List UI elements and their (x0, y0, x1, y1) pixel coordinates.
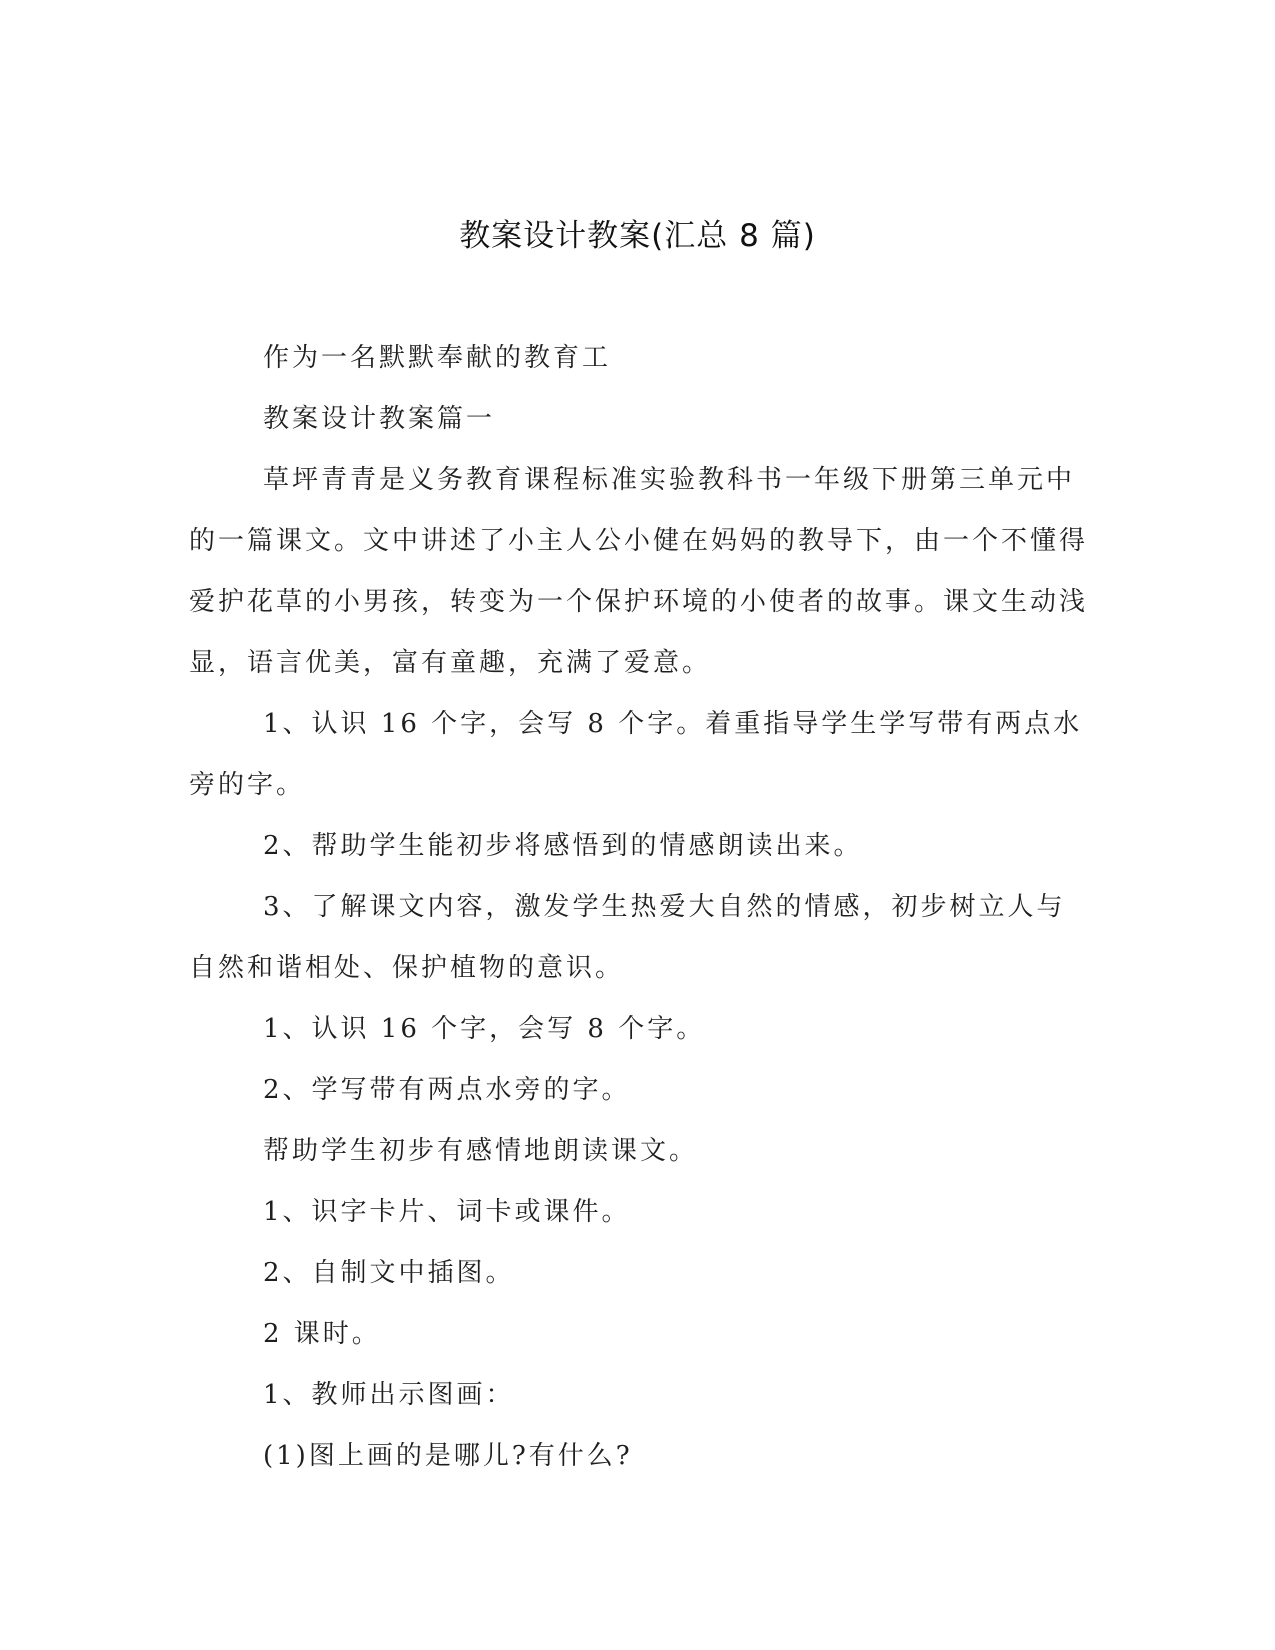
paragraph-intro: 作为一名默默奉献的教育工 (263, 343, 612, 373)
paragraph-key-point-1: 1、认识 16 个字，会写 8 个字。 (263, 1014, 706, 1044)
paragraph-question-1: (1)图上画的是哪儿?有什么? (263, 1441, 633, 1471)
paragraph-lesson-intro: 草坪青青是义务教育课程标准实验教科书一年级下册第三单元中的一篇课文。文中讲述了小主人公小健在妈妈的教导下，由一个不懂得爱护花草的小男孩，转变为一个保护环境的小使者的故事。课文生动浅显，语言优美，富有童趣，充满了爱意。 (189, 465, 1089, 678)
document-title: 教案设计教案(汇总 8 篇) (459, 218, 816, 254)
paragraph-difficulty: 帮助学生初步有感情地朗读课文。 (263, 1136, 699, 1166)
paragraph-duration: 2 课时。 (263, 1319, 381, 1349)
paragraph-prep-1: 1、识字卡片、词卡或课件。 (263, 1197, 631, 1227)
paragraph-step-1: 1、教师出示图画： (263, 1380, 515, 1410)
paragraph-goal-2: 2、帮助学生能初步将感悟到的情感朗读出来。 (263, 831, 863, 861)
section-heading-1: 教案设计教案篇一 (263, 404, 496, 434)
paragraph-prep-2: 2、自制文中插图。 (263, 1258, 515, 1288)
paragraph-key-point-2: 2、学写带有两点水旁的字。 (263, 1075, 631, 1105)
document-body (189, 328, 1089, 1487)
paragraph-goal-3: 3、了解课文内容，激发学生热爱大自然的情感，初步树立人与自然和谐相处、保护植物的意识。 (189, 892, 1066, 983)
paragraph-goal-1: 1、认识 16 个字，会写 8 个字。着重指导学生学写带有两点水旁的字。 (189, 709, 1083, 800)
